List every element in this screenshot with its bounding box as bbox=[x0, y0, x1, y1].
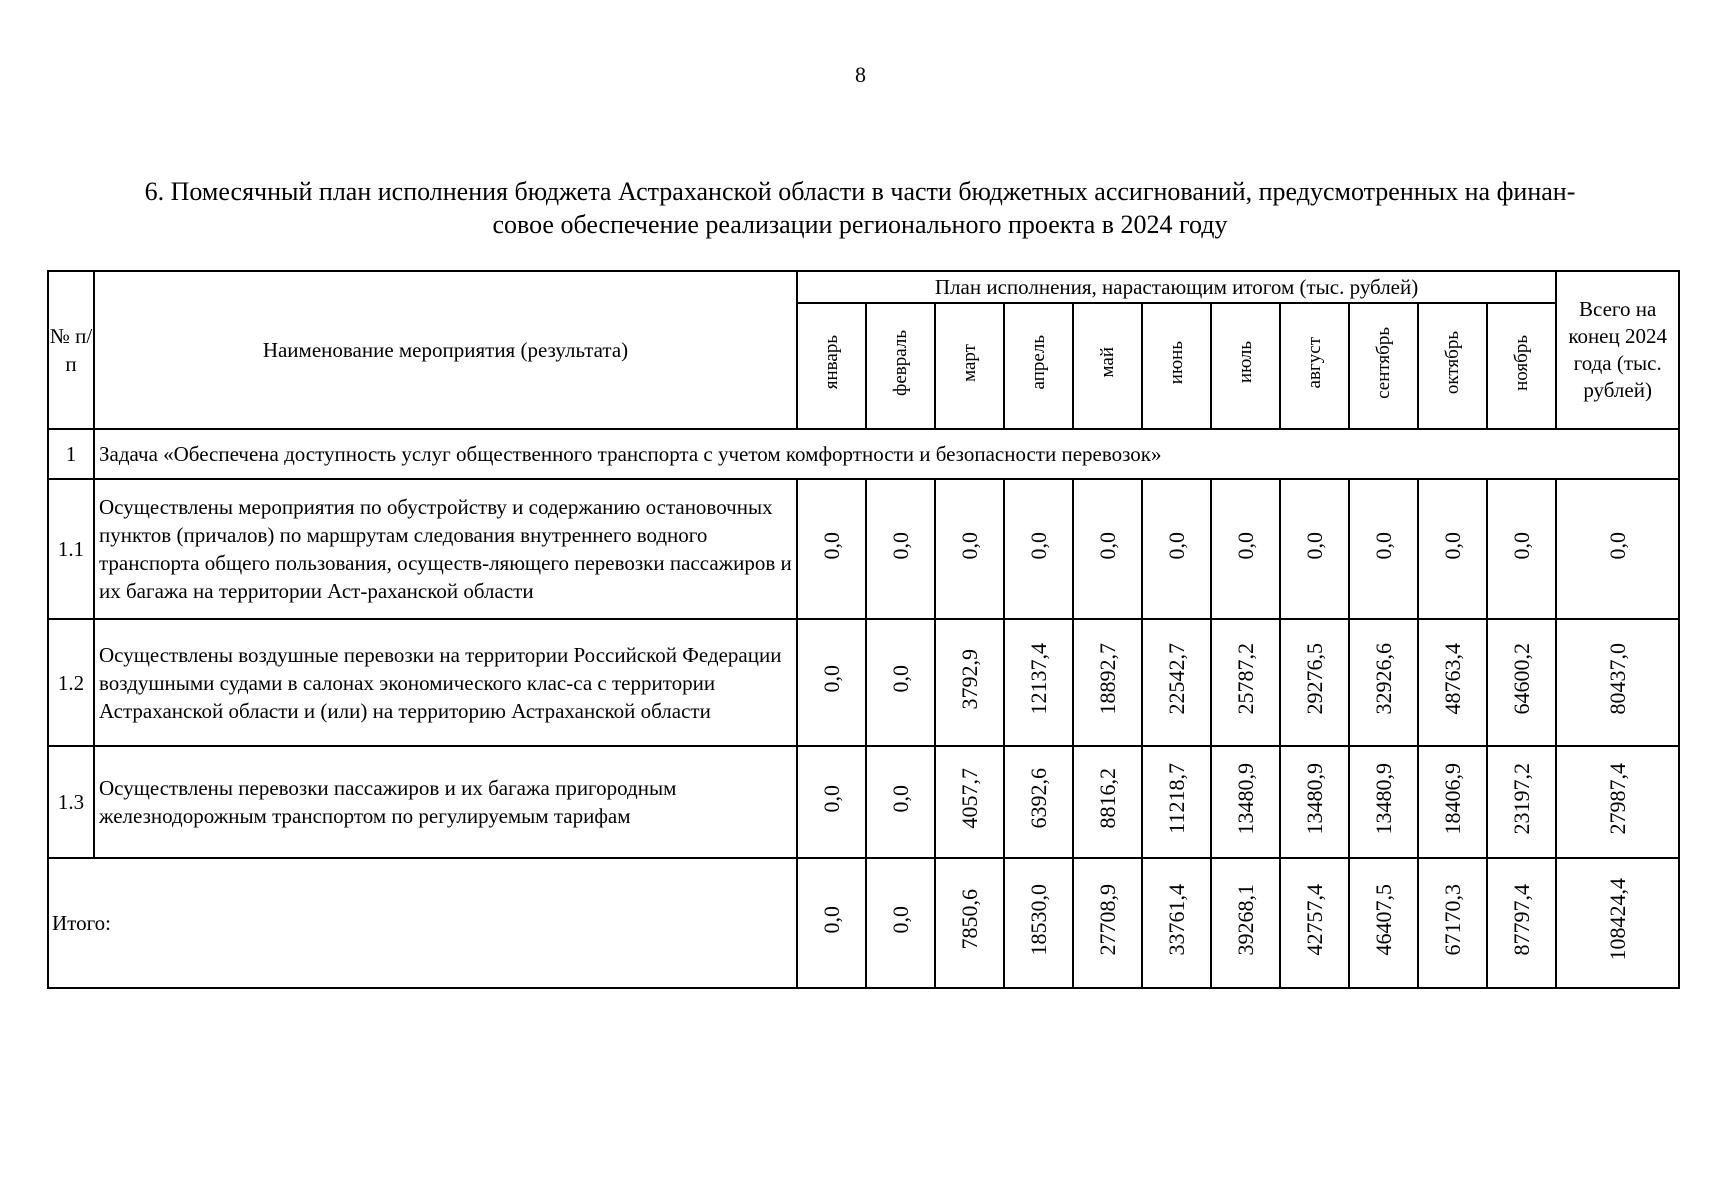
value-text: 0,0 bbox=[1025, 531, 1051, 560]
task-text: Задача «Обеспечена доступность услуг общественного транспорта с учетом комфортности и безопасности перевозок» bbox=[94, 429, 1679, 479]
value-text: 0,0 bbox=[818, 531, 844, 560]
value-cell bbox=[935, 619, 1004, 746]
column-header-plan-group: План исполнения, нарастающим итогом (тыс. рублей) bbox=[797, 271, 1556, 303]
value-text: 22542,7 bbox=[1163, 643, 1189, 715]
value-text: 64600,2 bbox=[1508, 643, 1534, 715]
value-text: 0,0 bbox=[887, 784, 913, 813]
value-text: 11218,7 bbox=[1163, 763, 1189, 834]
row-number: 1.2 bbox=[48, 619, 94, 746]
month-label: апрель bbox=[1027, 335, 1049, 390]
value-cell bbox=[797, 858, 866, 988]
value-text: 39268,1 bbox=[1232, 883, 1258, 956]
value-cell bbox=[1418, 479, 1487, 619]
value-cell bbox=[1349, 619, 1418, 746]
month-label: сентябрь bbox=[1372, 326, 1394, 399]
month-label: январь bbox=[820, 335, 842, 390]
total-value: 0,0 bbox=[1604, 531, 1630, 560]
value-text: 13480,9 bbox=[1370, 762, 1396, 835]
month-label: ноябрь bbox=[1510, 334, 1532, 391]
month-label: октябрь bbox=[1441, 330, 1463, 395]
row-number: 1.1 bbox=[48, 479, 94, 619]
value-text: 42757,4 bbox=[1301, 883, 1327, 956]
total-row-label: Итого: bbox=[48, 858, 797, 988]
value-cell bbox=[1487, 479, 1556, 619]
column-header-month bbox=[1142, 303, 1211, 429]
value-cell bbox=[1211, 619, 1280, 746]
task-number: 1 bbox=[48, 429, 94, 479]
column-header-month bbox=[797, 303, 866, 429]
value-text: 0,0 bbox=[1232, 531, 1258, 560]
value-text: 3792,9 bbox=[956, 648, 982, 710]
value-text: 23197,2 bbox=[1508, 762, 1534, 835]
value-text: 29276,5 bbox=[1301, 643, 1327, 715]
page-number: 8 bbox=[855, 62, 866, 87]
value-text: 48763,4 bbox=[1439, 643, 1465, 715]
value-text: 0,0 bbox=[956, 531, 982, 560]
value-cell bbox=[1211, 858, 1280, 988]
column-header-month bbox=[1487, 303, 1556, 429]
value-cell bbox=[866, 746, 935, 858]
total-row bbox=[48, 858, 1679, 988]
value-cell bbox=[1004, 479, 1073, 619]
column-header-month bbox=[1349, 303, 1418, 429]
value-text: 0,0 bbox=[1439, 531, 1465, 560]
value-cell bbox=[935, 479, 1004, 619]
row-name: Осуществлены мероприятия по обустройству и содержанию остановочных пунктов (причалов) по маршрутам следования внутреннего водного транспорта общего пользования, осуществ-ляющего перевозки пассажиров и их багажа на территории Аст-раханской области bbox=[94, 479, 797, 619]
value-cell bbox=[1073, 746, 1142, 858]
value-text: 0,0 bbox=[1508, 531, 1534, 560]
row-name: Осуществлены перевозки пассажиров и их багажа пригородным железнодорожным транспортом по регулируемым тарифам bbox=[94, 746, 797, 858]
value-cell bbox=[1487, 746, 1556, 858]
value-text: 0,0 bbox=[1370, 531, 1396, 560]
value-cell bbox=[935, 858, 1004, 988]
value-text: 67170,3 bbox=[1439, 883, 1465, 956]
value-cell bbox=[1280, 479, 1349, 619]
value-cell bbox=[1142, 746, 1211, 858]
value-text: 46407,5 bbox=[1370, 883, 1396, 956]
column-header-name: Наименование мероприятия (результата) bbox=[94, 271, 797, 429]
total-cell bbox=[1556, 619, 1679, 746]
title-line-1: 6. Помесячный план исполнения бюджета Астраханской области в части бюджетных ассигнований, предусмотренных на финан- bbox=[144, 177, 1576, 206]
column-header-month bbox=[1418, 303, 1487, 429]
value-text: 18892,7 bbox=[1094, 643, 1120, 715]
value-text: 8816,2 bbox=[1094, 768, 1120, 829]
value-text: 0,0 bbox=[887, 905, 913, 934]
value-text: 27708,9 bbox=[1094, 883, 1120, 956]
month-label: июль bbox=[1234, 341, 1256, 384]
value-cell bbox=[1418, 858, 1487, 988]
table-row bbox=[48, 746, 1679, 858]
value-cell bbox=[1004, 858, 1073, 988]
value-cell bbox=[797, 479, 866, 619]
value-cell bbox=[1418, 619, 1487, 746]
value-text: 0,0 bbox=[818, 665, 844, 693]
value-text: 12137,4 bbox=[1025, 643, 1051, 715]
value-text: 0,0 bbox=[887, 665, 913, 693]
total-value: 27987,4 bbox=[1604, 762, 1630, 835]
column-header-number: № п/п bbox=[48, 271, 94, 429]
total-cell bbox=[1556, 746, 1679, 858]
row-number: 1.3 bbox=[48, 746, 94, 858]
total-cell bbox=[1556, 858, 1679, 988]
value-text: 32926,6 bbox=[1370, 643, 1396, 715]
value-cell bbox=[935, 746, 1004, 858]
value-cell bbox=[1349, 858, 1418, 988]
column-header-month bbox=[1004, 303, 1073, 429]
value-text: 6392,6 bbox=[1025, 768, 1051, 829]
value-cell bbox=[1073, 858, 1142, 988]
value-cell bbox=[1349, 746, 1418, 858]
column-header-month bbox=[866, 303, 935, 429]
month-label: август bbox=[1303, 336, 1325, 389]
total-cell bbox=[1556, 479, 1679, 619]
value-text: 13480,9 bbox=[1232, 762, 1258, 835]
value-cell bbox=[1280, 619, 1349, 746]
value-cell bbox=[797, 746, 866, 858]
header-row-top bbox=[48, 271, 1679, 303]
value-cell bbox=[1142, 479, 1211, 619]
value-cell bbox=[1211, 479, 1280, 619]
column-header-month bbox=[935, 303, 1004, 429]
table-row bbox=[48, 479, 1679, 619]
value-cell bbox=[1073, 479, 1142, 619]
value-cell bbox=[1280, 858, 1349, 988]
month-label: март bbox=[958, 343, 980, 382]
value-cell bbox=[866, 858, 935, 988]
total-value: 80437,0 bbox=[1604, 643, 1630, 715]
value-text: 18406,9 bbox=[1439, 762, 1465, 835]
value-cell bbox=[866, 479, 935, 619]
value-text: 87797,4 bbox=[1508, 883, 1534, 956]
value-cell bbox=[1349, 479, 1418, 619]
value-cell bbox=[1487, 858, 1556, 988]
value-text: 0,0 bbox=[1094, 531, 1120, 560]
month-label: июнь bbox=[1165, 340, 1187, 385]
month-label: май bbox=[1096, 347, 1118, 378]
value-cell bbox=[1487, 619, 1556, 746]
value-cell bbox=[1418, 746, 1487, 858]
value-cell bbox=[1142, 858, 1211, 988]
column-header-total: Всего на конец 2024 года (тыс. рублей) bbox=[1556, 271, 1679, 429]
value-text: 25787,2 bbox=[1232, 643, 1258, 715]
value-text: 33761,4 bbox=[1163, 883, 1189, 956]
title-line-2: совое обеспечение реализации регионального проекта в 2024 году bbox=[492, 210, 1228, 239]
value-cell bbox=[1073, 619, 1142, 746]
value-cell bbox=[1142, 619, 1211, 746]
value-cell bbox=[866, 619, 935, 746]
month-label: февраль bbox=[889, 329, 911, 396]
value-text: 0,0 bbox=[818, 905, 844, 934]
column-header-month bbox=[1073, 303, 1142, 429]
value-cell bbox=[1004, 619, 1073, 746]
value-text: 4057,7 bbox=[956, 768, 982, 829]
value-cell bbox=[797, 619, 866, 746]
table-row bbox=[48, 619, 1679, 746]
document-title bbox=[55, 175, 1665, 241]
budget-plan-table bbox=[47, 270, 1680, 989]
value-cell bbox=[1280, 746, 1349, 858]
task-row bbox=[48, 429, 1679, 479]
value-text: 7850,6 bbox=[956, 889, 982, 950]
value-text: 0,0 bbox=[887, 531, 913, 560]
value-cell bbox=[1004, 746, 1073, 858]
column-header-month bbox=[1211, 303, 1280, 429]
row-name: Осуществлены воздушные перевозки на территории Российской Федерации воздушными судами в салонах экономического клас-са с территории Астраханской области и (или) на территорию Астраханской области bbox=[94, 619, 797, 746]
value-cell bbox=[1211, 746, 1280, 858]
total-value: 108424,4 bbox=[1604, 878, 1630, 961]
value-text: 13480,9 bbox=[1301, 762, 1327, 835]
value-text: 18530,0 bbox=[1025, 883, 1051, 956]
value-text: 0,0 bbox=[818, 784, 844, 813]
value-text: 0,0 bbox=[1163, 531, 1189, 560]
column-header-month bbox=[1280, 303, 1349, 429]
value-text: 0,0 bbox=[1301, 531, 1327, 560]
